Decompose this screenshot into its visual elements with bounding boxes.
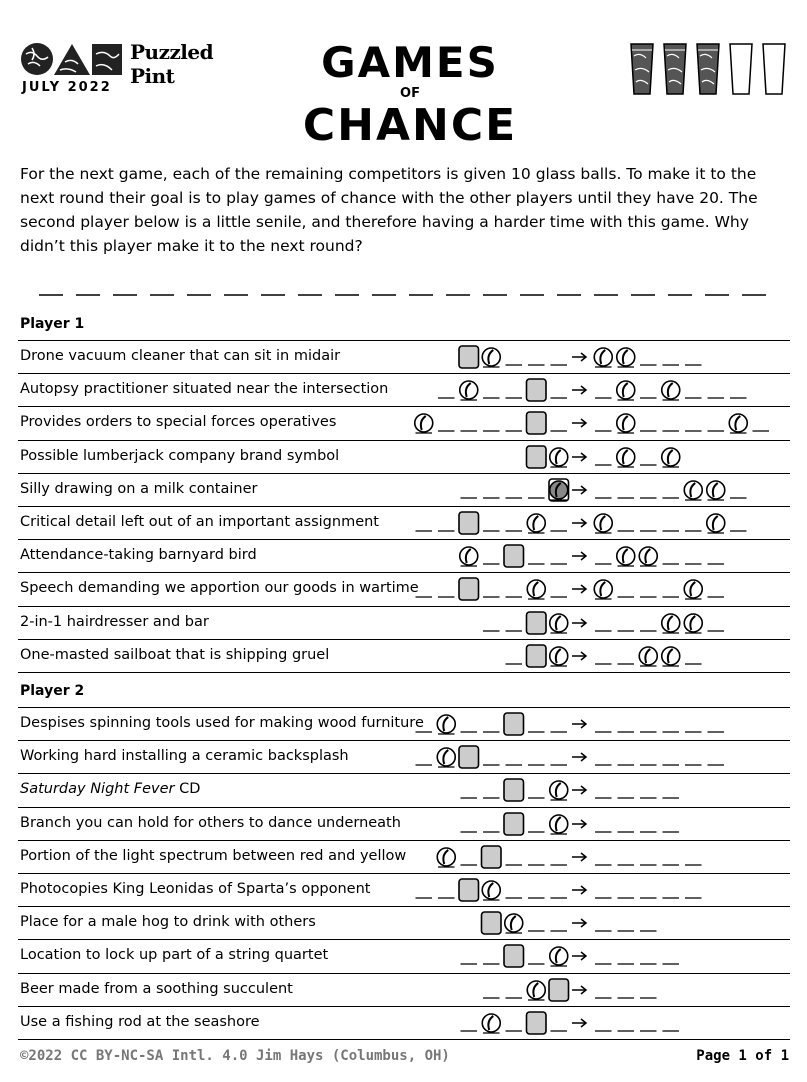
glass-ball-icon bbox=[550, 647, 568, 666]
cup-icon bbox=[527, 379, 547, 401]
arrow-icon bbox=[572, 652, 586, 660]
glass-ball-icon bbox=[617, 547, 635, 566]
player2-clue-row bbox=[18, 840, 790, 874]
glass-ball-icon bbox=[550, 448, 568, 467]
letter-slots bbox=[18, 874, 790, 907]
glass-ball-icon bbox=[550, 614, 568, 633]
cup-icon bbox=[459, 346, 479, 368]
letter-slots bbox=[18, 474, 790, 507]
player-1-heading: Player 1 bbox=[20, 316, 85, 332]
puzzle-square-icon bbox=[92, 44, 122, 75]
letter-slots bbox=[18, 640, 790, 673]
cup-icon bbox=[527, 645, 547, 667]
title-bottom: CHANCE bbox=[302, 100, 518, 151]
cup-icon bbox=[527, 1012, 547, 1034]
player2-clue-row bbox=[18, 807, 790, 841]
glass-ball-icon bbox=[505, 914, 523, 933]
arrow-icon bbox=[572, 952, 586, 960]
arrow-icon bbox=[572, 820, 586, 828]
glass-ball-icon bbox=[437, 848, 455, 867]
page-number: Page 1 of 1 bbox=[696, 1048, 789, 1064]
letter-slots bbox=[18, 441, 790, 474]
arrow-icon bbox=[572, 353, 586, 361]
letter-slots bbox=[18, 907, 790, 940]
player2-clue-row bbox=[18, 773, 790, 807]
player1-clue-row bbox=[18, 373, 790, 407]
glass-ball-icon bbox=[617, 381, 635, 400]
player2-clue-row bbox=[18, 873, 790, 907]
glass-ball-icon bbox=[482, 881, 500, 900]
letter-slots bbox=[18, 940, 790, 973]
glass-ball-icon bbox=[684, 614, 702, 633]
player1-clue-row bbox=[18, 440, 790, 474]
clue-text: Attendance-taking barnyard bird bbox=[20, 547, 257, 564]
glass-ball-icon bbox=[550, 481, 568, 500]
copyright-footer: ©2022 CC BY-NC-SA Intl. 4.0 Jim Hays (Columbus, OH) bbox=[20, 1048, 450, 1064]
letter-slots bbox=[18, 341, 790, 374]
glass-ball-icon bbox=[460, 381, 478, 400]
section-divider bbox=[18, 672, 790, 673]
letter-slots bbox=[18, 808, 790, 841]
page-title bbox=[270, 34, 550, 154]
clue-text: Use a fishing rod at the seashore bbox=[20, 1013, 260, 1030]
cup-icon bbox=[504, 713, 524, 735]
cup-icon bbox=[504, 545, 524, 567]
clue-text: Despises spinning tools used for making wood furniture bbox=[20, 715, 424, 731]
player2-clue-row bbox=[18, 1006, 790, 1040]
letter-slots bbox=[18, 1007, 790, 1040]
player-2-heading: Player 2 bbox=[20, 683, 85, 699]
arrow-icon bbox=[572, 1019, 586, 1027]
glass-ball-icon bbox=[684, 481, 702, 500]
clue-italic: Saturday Night Fever bbox=[20, 781, 175, 798]
cup-icon bbox=[527, 412, 547, 434]
filled-pint-glass-icon bbox=[631, 44, 653, 94]
arrow-icon bbox=[572, 753, 586, 761]
player1-clue-row bbox=[18, 506, 790, 540]
arrow-icon bbox=[572, 786, 586, 794]
glass-ball-icon bbox=[639, 647, 657, 666]
glass-ball-icon bbox=[617, 414, 635, 433]
glass-ball-icon bbox=[460, 547, 478, 566]
player2-clue-row bbox=[18, 939, 790, 973]
cup-icon bbox=[549, 979, 569, 1001]
glass-ball-icon bbox=[415, 414, 433, 433]
arrow-icon bbox=[572, 853, 586, 861]
arrow-icon bbox=[572, 453, 586, 461]
player1-clue-row bbox=[18, 639, 790, 673]
player1-clue-row bbox=[18, 572, 790, 606]
glass-ball-icon bbox=[594, 514, 612, 533]
arrow-icon bbox=[572, 552, 586, 560]
letter-slots bbox=[18, 407, 790, 440]
glass-ball-icon bbox=[617, 348, 635, 367]
letter-slots bbox=[18, 774, 790, 807]
letter-slots bbox=[18, 741, 790, 774]
glass-ball-icon bbox=[729, 414, 747, 433]
empty-pint-glass-icon bbox=[730, 44, 752, 94]
clue-text: Location to lock up part of a string quartet bbox=[20, 947, 329, 964]
clue-suffix: CD bbox=[174, 781, 201, 798]
cup-icon bbox=[459, 746, 479, 768]
glass-ball-icon bbox=[639, 547, 657, 566]
clue-text: Silly drawing on a milk container bbox=[20, 480, 258, 497]
player2-clue-row bbox=[18, 707, 790, 741]
letter-slots bbox=[18, 374, 790, 407]
title-mid: OF bbox=[400, 86, 420, 101]
arrow-icon bbox=[572, 585, 586, 593]
glass-ball-icon bbox=[594, 348, 612, 367]
puzzle-circle-icon bbox=[21, 43, 53, 75]
cup-icon bbox=[504, 779, 524, 801]
brand-name: Puzzled Pint bbox=[130, 40, 214, 88]
glass-ball-icon bbox=[707, 481, 725, 500]
cup-icon bbox=[504, 813, 524, 835]
letter-slots bbox=[18, 573, 790, 606]
puzzled-pint-logo bbox=[20, 40, 214, 100]
glass-ball-icon bbox=[527, 514, 545, 533]
player2-clue-row bbox=[18, 973, 790, 1007]
title-top: GAMES bbox=[321, 38, 499, 87]
clue-text: Working hard installing a ceramic backsplash bbox=[20, 748, 349, 765]
clue-text: Place for a male hog to drink with others bbox=[20, 914, 316, 931]
letter-slots bbox=[18, 540, 790, 573]
glass-ball-icon bbox=[550, 781, 568, 800]
letter-slots bbox=[18, 607, 790, 640]
glass-ball-icon bbox=[662, 381, 680, 400]
glass-ball-icon bbox=[482, 348, 500, 367]
clue-text: Autopsy practitioner situated near the intersection bbox=[20, 381, 389, 398]
cup-icon bbox=[459, 512, 479, 534]
filled-pint-glass-icon bbox=[697, 44, 719, 94]
glass-ball-icon bbox=[550, 815, 568, 834]
clue-text: Photocopies King Leonidas of Sparta’s opponent bbox=[20, 881, 371, 897]
arrow-icon bbox=[572, 886, 586, 894]
glass-ball-icon bbox=[684, 580, 702, 599]
cup-icon bbox=[527, 612, 547, 634]
filled-pint-glass-icon bbox=[664, 44, 686, 94]
empty-pint-glass-icon bbox=[763, 44, 785, 94]
clue-text: Portion of the light spectrum between red and yellow bbox=[20, 847, 407, 864]
clue-text: Speech demanding we apportion our goods in wartime bbox=[20, 580, 419, 597]
cup-icon bbox=[504, 945, 524, 967]
glass-ball-icon bbox=[527, 981, 545, 1000]
glass-ball-icon bbox=[662, 647, 680, 666]
letter-slots bbox=[18, 708, 790, 741]
clue-text: Possible lumberjack company brand symbol bbox=[20, 447, 340, 464]
cup-icon bbox=[459, 578, 479, 600]
puzzle-date: JULY 2022 bbox=[22, 80, 112, 95]
clue-text: One-masted sailboat that is shipping gruel bbox=[20, 646, 330, 663]
glass-ball-icon bbox=[550, 947, 568, 966]
glass-ball-icon bbox=[662, 614, 680, 633]
arrow-icon bbox=[572, 919, 586, 927]
player1-clue-row bbox=[18, 606, 790, 640]
glass-ball-icon bbox=[662, 448, 680, 467]
answer-blanks bbox=[36, 292, 776, 298]
player2-clue-row bbox=[18, 906, 790, 940]
arrow-icon bbox=[572, 386, 586, 394]
glass-ball-icon bbox=[437, 715, 455, 734]
glass-ball-icon bbox=[707, 514, 725, 533]
arrow-icon bbox=[572, 619, 586, 627]
cup-icon bbox=[459, 879, 479, 901]
clue-text: Branch you can hold for others to dance underneath bbox=[20, 814, 401, 831]
player2-clue-row bbox=[18, 740, 790, 774]
cup-icon bbox=[527, 446, 547, 468]
glass-ball-icon bbox=[482, 1014, 500, 1033]
player1-clue-row bbox=[18, 340, 790, 374]
logo-icons bbox=[20, 42, 124, 78]
clue-text: Critical detail left out of an important assignment bbox=[20, 514, 379, 530]
puzzle-triangle-icon bbox=[54, 44, 90, 75]
glass-ball-icon bbox=[617, 448, 635, 467]
letter-slots bbox=[18, 841, 790, 874]
cup-icon bbox=[482, 846, 502, 868]
arrow-icon bbox=[572, 986, 586, 994]
glass-ball-icon bbox=[594, 580, 612, 599]
difficulty-glasses bbox=[628, 42, 792, 96]
cup-icon bbox=[482, 912, 502, 934]
arrow-icon bbox=[572, 486, 586, 494]
arrow-icon bbox=[572, 519, 586, 527]
clue-text: 2-in-1 hairdresser and bar bbox=[20, 613, 209, 630]
glass-ball-icon bbox=[527, 580, 545, 599]
letter-slots bbox=[18, 974, 790, 1007]
clue-text: Beer made from a soothing succulent bbox=[20, 980, 293, 997]
glass-ball-icon bbox=[437, 748, 455, 767]
player1-clue-row bbox=[18, 406, 790, 440]
section-divider bbox=[18, 1039, 790, 1040]
player1-clue-row bbox=[18, 539, 790, 573]
arrow-icon bbox=[572, 720, 586, 728]
clue-text: Provides orders to special forces operatives bbox=[20, 414, 337, 431]
intro-text: For the next game, each of the remaining competitors is given 10 glass balls. To make it to the next round their goal is to play games of chance with the other players until they have 20. The second player below is a little senile, and therefore having a harder time with this game. Why didn’t this player make it to the next round? bbox=[20, 165, 758, 255]
player1-clue-row bbox=[18, 473, 790, 507]
arrow-icon bbox=[572, 419, 586, 427]
clue-text: Drone vacuum cleaner that can sit in midair bbox=[20, 348, 341, 364]
letter-slots bbox=[18, 507, 790, 540]
